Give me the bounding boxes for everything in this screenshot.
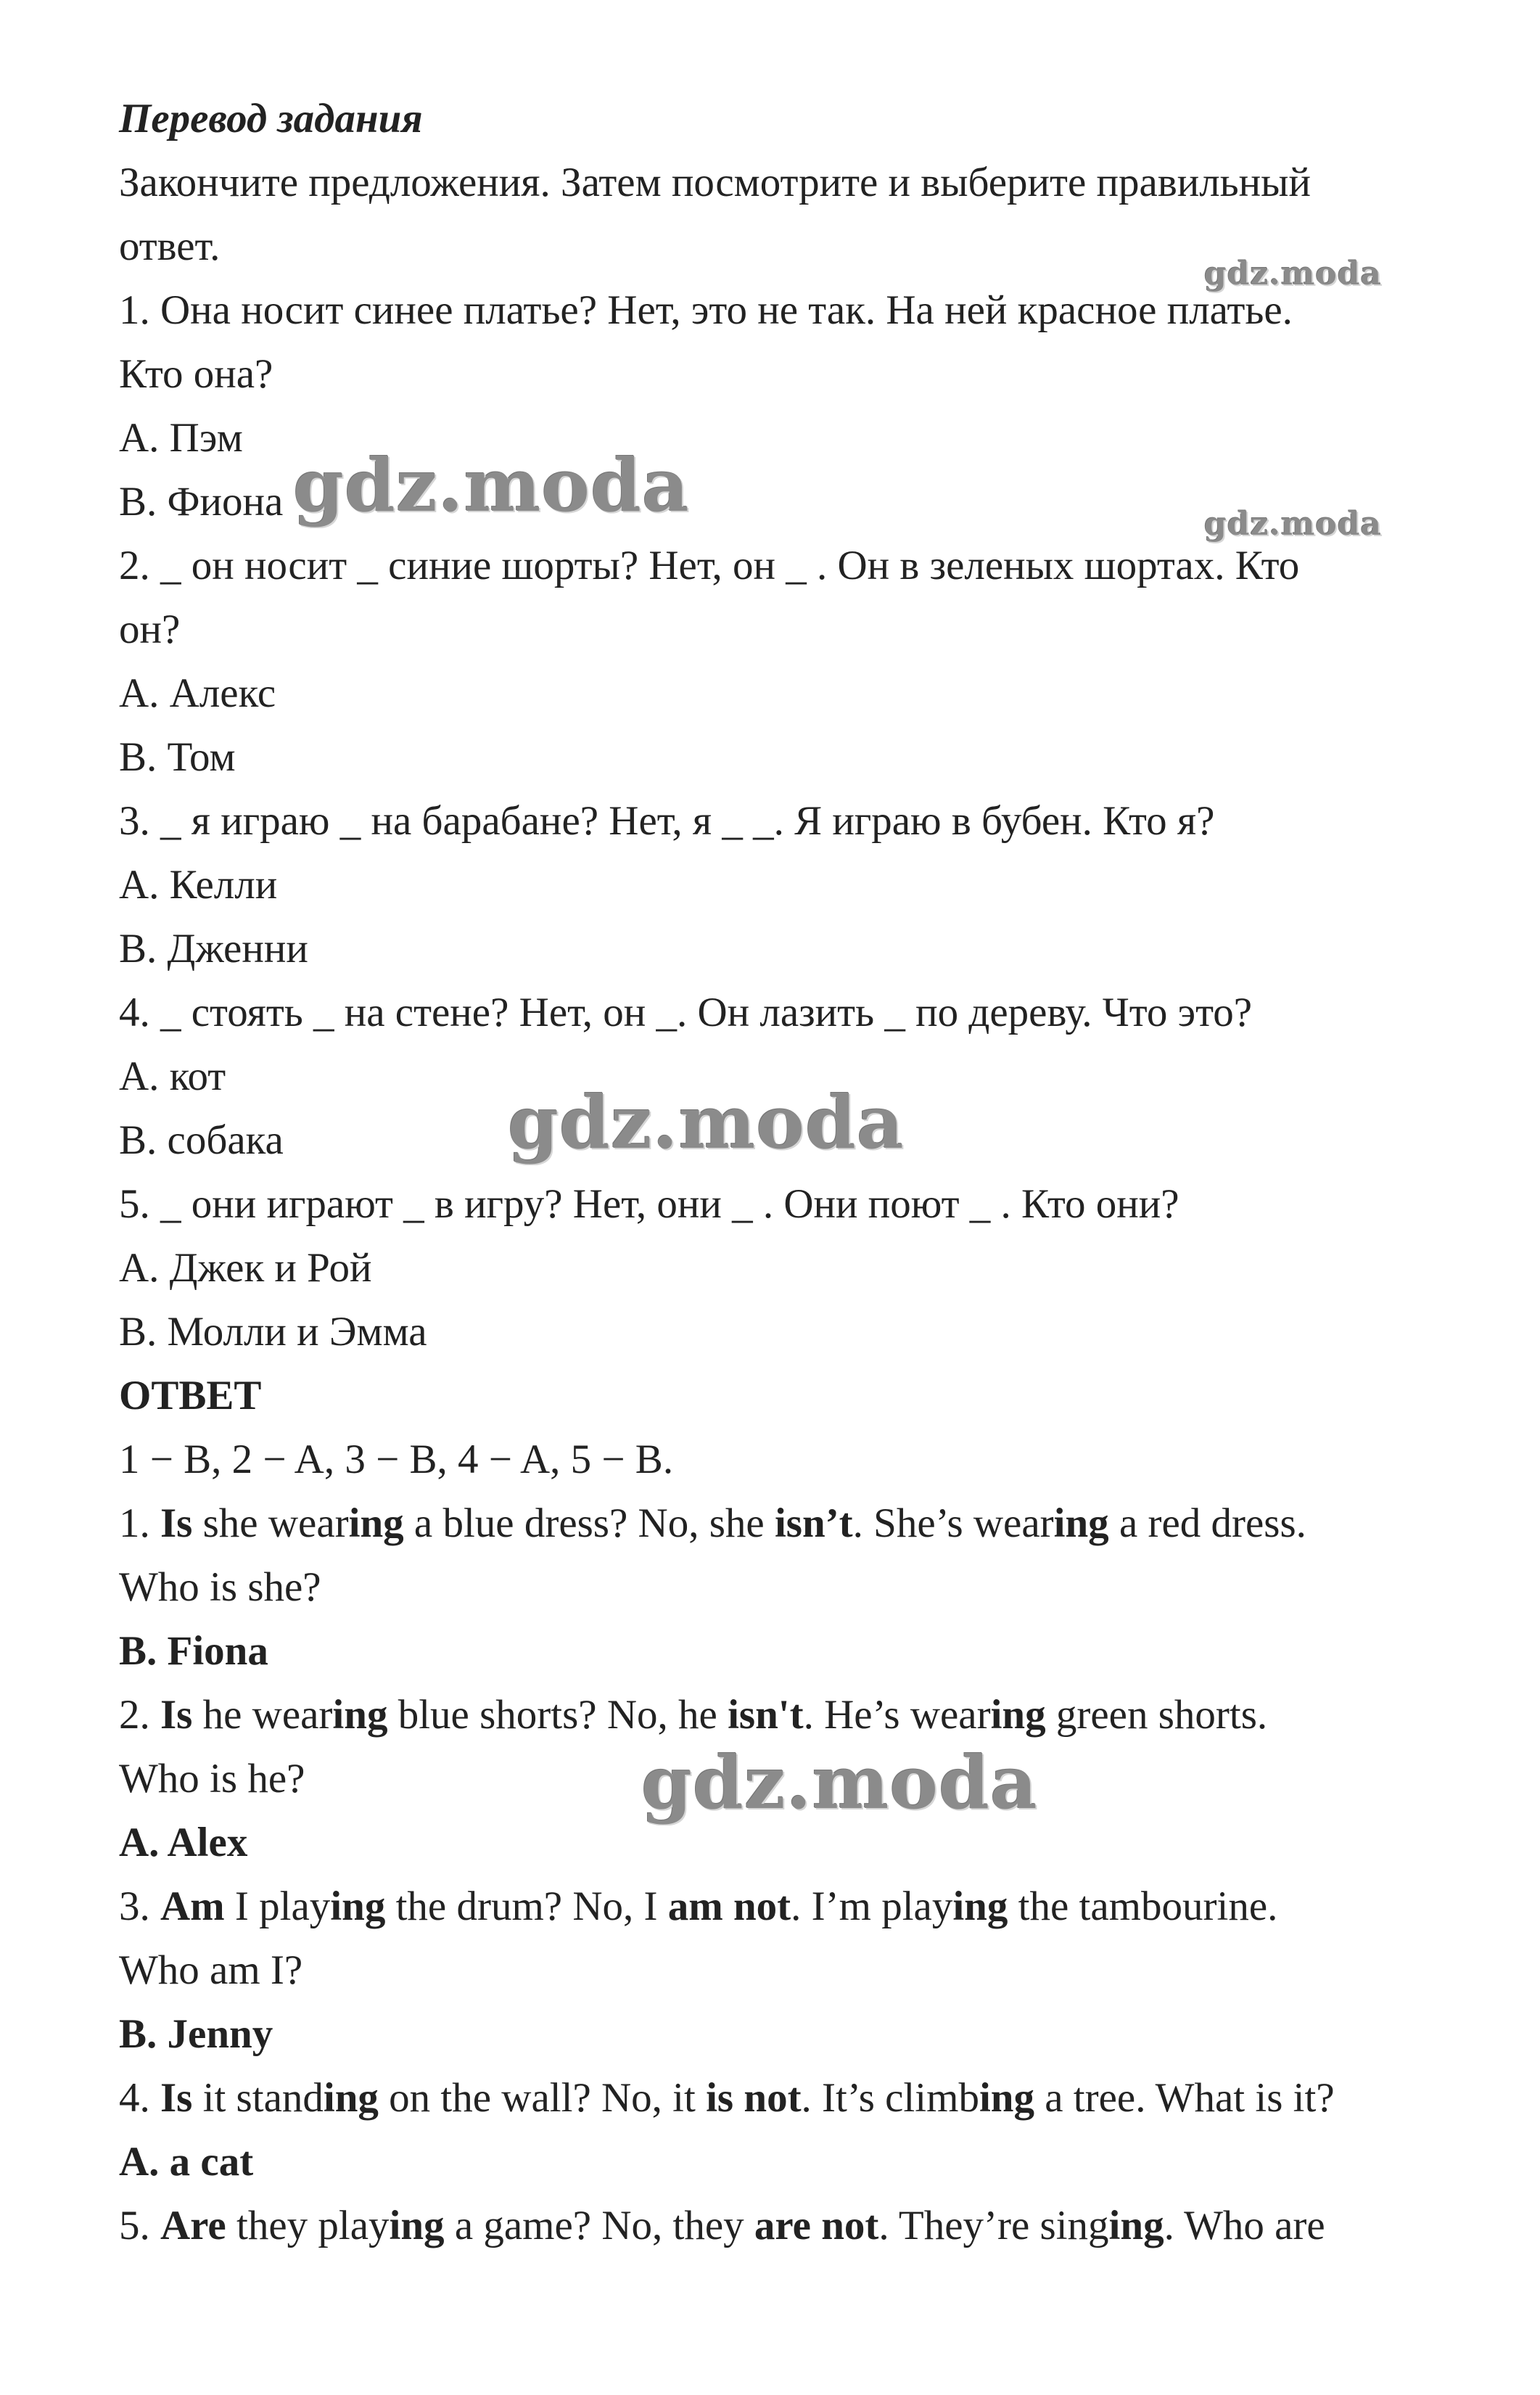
- sentence-bold: ing: [1053, 1500, 1109, 1546]
- watermark-logo: gdz.moda: [1204, 255, 1383, 292]
- sentence-part: they play: [226, 2203, 390, 2248]
- sentence-bold: Is: [160, 1500, 193, 1546]
- sentence-part: a tree. What is it?: [1034, 2075, 1335, 2121]
- sentence-part: she wear: [192, 1500, 349, 1546]
- answer-sentence: [119, 1683, 1439, 1747]
- sentence-bold: are not: [754, 2203, 879, 2248]
- sentence-bold: Is: [160, 1692, 193, 1738]
- sentence-bold: am not: [667, 1883, 791, 1929]
- text-line: 1. Она носит синее платье? Нет, это не так. На ней красное платье.: [119, 287, 1293, 333]
- text-line: B. Том: [119, 734, 236, 780]
- sentence-part: a game? No, they: [444, 2203, 754, 2248]
- sentence-part: 4.: [119, 2075, 160, 2121]
- sentence-part: a red dress.: [1108, 1500, 1306, 1546]
- sentence-part: 1.: [119, 1500, 160, 1546]
- text-line: 3. _ я играю _ на барабане? Нет, я _ _. Я играю в бубен. Кто я?: [119, 798, 1215, 844]
- sentence-bold: ing: [332, 1692, 388, 1738]
- answer-choice: B. Jenny: [119, 2011, 273, 2057]
- sentence-part: blue shorts? No, he: [387, 1692, 728, 1738]
- answer-sentence: [119, 2194, 1439, 2258]
- text-line: Кто она?: [119, 351, 273, 397]
- answer-sentence: [119, 2066, 1439, 2130]
- watermark-logo: gdz.moda: [641, 1740, 1038, 1825]
- text-line: B. Дженни: [119, 926, 308, 971]
- sentence-bold: ing: [979, 2075, 1034, 2121]
- sentence-part: . He’s wear: [803, 1692, 991, 1738]
- sentence-bold: isn’t: [774, 1500, 853, 1546]
- sentence-part: 2.: [119, 1692, 160, 1738]
- answer-question: Who is she?: [119, 1564, 321, 1610]
- answer-summary: 1 − B, 2 − A, 3 − B, 4 − A, 5 − B.: [119, 1437, 674, 1482]
- answer-heading: ОТВЕТ: [119, 1373, 262, 1418]
- text-line: A. Джек и Рой: [119, 1245, 372, 1291]
- sentence-part: the tambourine.: [1008, 1883, 1278, 1929]
- text-line: 4. _ стоять _ на стене? Нет, он _. Он лазить _ по дереву. Что это?: [119, 990, 1253, 1035]
- sentence-bold: ing: [1108, 2203, 1164, 2248]
- sentence-part: . She’s wear: [852, 1500, 1054, 1546]
- answer-question: Who is he?: [119, 1756, 305, 1802]
- sentence-part: it stand: [192, 2075, 324, 2121]
- text-line: он?: [119, 607, 181, 652]
- text-line: ответ.: [119, 223, 221, 269]
- sentence-part: . I’m play: [791, 1883, 953, 1929]
- watermark-logo: gdz.moda: [293, 443, 690, 528]
- sentence-bold: ing: [348, 1500, 404, 1546]
- answer-sentence: [119, 1875, 1439, 1939]
- answer-choice: A. Alex: [119, 1820, 248, 1865]
- text-line: A. кот: [119, 1053, 226, 1099]
- sentence-part: green shorts.: [1045, 1692, 1268, 1738]
- text-line: A. Алекс: [119, 670, 276, 716]
- watermark-logo: gdz.moda: [1204, 506, 1383, 543]
- sentence-part: 5.: [119, 2203, 160, 2248]
- sentence-part: he wear: [192, 1692, 333, 1738]
- sentence-bold: ing: [952, 1883, 1008, 1929]
- sentence-bold: ing: [990, 1692, 1046, 1738]
- sentence-part: 3.: [119, 1883, 160, 1929]
- sentence-bold: Am: [160, 1883, 225, 1929]
- sentence-part: a blue dress? No, she: [403, 1500, 775, 1546]
- sentence-part: . Who are: [1164, 2203, 1325, 2248]
- text-line: B. собака: [119, 1117, 284, 1163]
- sentence-part: I play: [224, 1883, 331, 1929]
- answer-choice: B. Fiona: [119, 1628, 268, 1674]
- document-content: [119, 87, 1439, 2258]
- sentence-bold: is not: [706, 2075, 802, 2121]
- watermark-logo: gdz.moda: [508, 1080, 905, 1165]
- answer-question: Who am I?: [119, 1947, 303, 1993]
- text-line: B. Фиона: [119, 479, 284, 525]
- sentence-bold: Is: [160, 2075, 193, 2121]
- sentence-bold: ing: [389, 2203, 445, 2248]
- text-line: A. Пэм: [119, 415, 243, 461]
- sentence-part: . It’s climb: [801, 2075, 979, 2121]
- sentence-bold: ing: [330, 1883, 386, 1929]
- text-line: 2. _ он носит _ синие шорты? Нет, он _ . Он в зеленых шортах. Кто: [119, 543, 1300, 588]
- sentence-part: on the wall? No, it: [378, 2075, 707, 2121]
- translation-heading: Перевод задания: [119, 96, 423, 141]
- answer-choice: A. a cat: [119, 2139, 254, 2185]
- text-line: B. Молли и Эмма: [119, 1309, 427, 1355]
- sentence-part: the drum? No, I: [385, 1883, 668, 1929]
- sentence-part: . They’re sing: [878, 2203, 1109, 2248]
- text-line: A. Келли: [119, 862, 278, 908]
- sentence-bold: Are: [160, 2203, 226, 2248]
- text-line: 5. _ они играют _ в игру? Нет, они _ . Они поют _ . Кто они?: [119, 1181, 1179, 1227]
- sentence-bold: ing: [323, 2075, 379, 2121]
- answer-sentence: [119, 1492, 1439, 1556]
- sentence-bold: isn't: [728, 1692, 804, 1738]
- text-line: Закончите предложения. Затем посмотрите и выберите правильный: [119, 160, 1311, 205]
